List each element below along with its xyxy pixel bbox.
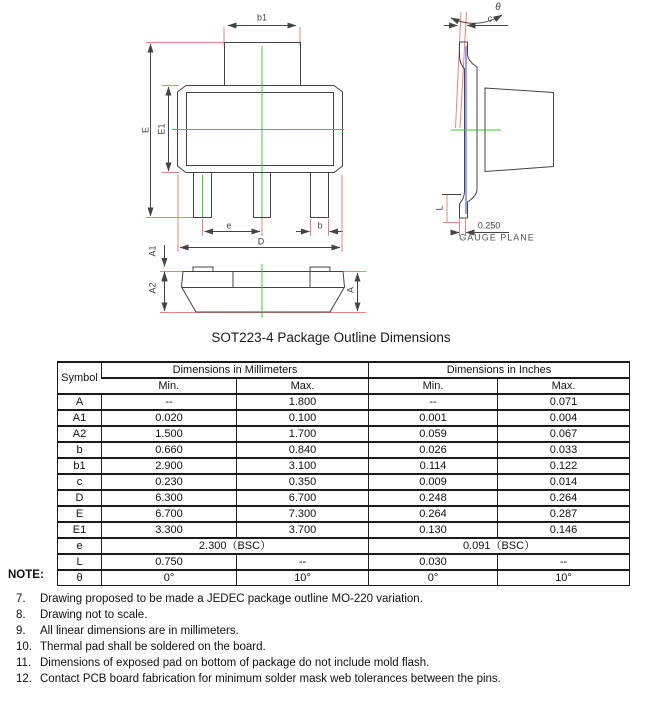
value-cell: 6.300	[102, 490, 237, 506]
note-number: 12.	[16, 673, 32, 685]
symbol-cell: b	[58, 442, 102, 458]
table-row	[58, 410, 630, 426]
dim-label-D: D	[257, 236, 265, 247]
value-cell: --	[369, 394, 498, 410]
symbol-cell: e	[58, 538, 102, 554]
value-cell: 0.122	[498, 458, 630, 474]
table-row	[58, 394, 630, 410]
value-cell: 0.750	[102, 554, 237, 570]
value-cell: 0.840	[237, 442, 369, 458]
header-in-max: Max.	[498, 378, 630, 394]
table-row	[58, 442, 630, 458]
gauge-plane-label: GAUGE PLANE	[459, 232, 535, 243]
note-number: 9.	[16, 625, 26, 637]
value-cell: 0.130	[369, 522, 498, 538]
value-cell: 7.300	[237, 506, 369, 522]
dim-label-e: e	[226, 220, 232, 231]
symbol-cell: D	[58, 490, 102, 506]
header-in-min: Min.	[369, 378, 498, 394]
dim-label-E: E	[140, 126, 151, 134]
table-row	[58, 490, 630, 506]
value-cell: 1.500	[102, 426, 237, 442]
side-profile-view	[160, 245, 366, 318]
value-cell: 0.071	[498, 394, 630, 410]
symbol-cell: L	[58, 554, 102, 570]
symbol-cell: E1	[58, 522, 102, 538]
value-cell: 0.009	[369, 474, 498, 490]
table-row	[58, 458, 630, 474]
value-cell: 0.020	[102, 410, 237, 426]
value-cell: 0.287	[498, 506, 630, 522]
value-cell: 0.146	[498, 522, 630, 538]
value-cell: 0°	[102, 570, 237, 586]
value-cell: 0.350	[237, 474, 369, 490]
table-row	[58, 522, 630, 538]
dim-label-b1: b1	[256, 12, 268, 23]
symbol-cell: θ	[58, 570, 102, 586]
note-item	[0, 671, 669, 687]
table-row	[58, 538, 630, 554]
value-cell: --	[498, 554, 630, 570]
value-cell: 1.800	[237, 394, 369, 410]
symbol-cell: A	[58, 394, 102, 410]
notes-heading: NOTE:	[8, 569, 44, 581]
note-item	[0, 591, 669, 607]
page-title: SOT223-4 Package Outline Dimensions	[211, 330, 451, 345]
symbol-cell: c	[58, 474, 102, 490]
notes-section	[0, 568, 669, 687]
note-text: Thermal pad shall be soldered on the board.	[40, 641, 266, 653]
value-cell: 0.091（BSC）	[369, 538, 630, 554]
note-number: 11.	[16, 657, 32, 669]
value-cell: 10°	[237, 570, 369, 586]
value-cell: 0.264	[498, 490, 630, 506]
value-cell: 0.014	[498, 474, 630, 490]
dim-label-theta: θ	[495, 2, 501, 13]
value-cell: 2.300（BSC）	[102, 538, 369, 554]
value-cell: 0.059	[369, 426, 498, 442]
value-cell: 0.230	[102, 474, 237, 490]
table-row	[58, 474, 630, 490]
value-cell: 0.033	[498, 442, 630, 458]
symbol-cell: b1	[58, 458, 102, 474]
value-cell: 3.300	[102, 522, 237, 538]
note-item	[0, 655, 669, 671]
table-header-row	[58, 362, 630, 378]
value-cell: 0.100	[237, 410, 369, 426]
package-drawings	[0, 0, 669, 326]
value-cell: 1.700	[237, 426, 369, 442]
dim-label-A2: A2	[147, 282, 158, 294]
table-row	[58, 506, 630, 522]
note-number: 7.	[16, 593, 26, 605]
header-mm-min: Min.	[102, 378, 237, 394]
dim-label-A: A	[345, 286, 356, 294]
value-cell: 0.026	[369, 442, 498, 458]
gauge-offset-value: 0.250	[477, 220, 501, 231]
note-number: 8.	[16, 609, 26, 621]
note-text: Drawing not to scale.	[40, 609, 148, 621]
value-cell: --	[102, 394, 237, 410]
dim-label-c: c	[487, 13, 493, 24]
symbol-cell: A2	[58, 426, 102, 442]
value-cell: 3.100	[237, 458, 369, 474]
header-mm-max: Max.	[237, 378, 369, 394]
lead-view	[442, 12, 554, 236]
value-cell: 0.660	[102, 442, 237, 458]
header-inch: Dimensions in Inches	[369, 362, 630, 378]
note-text: Contact PCB board fabrication for minimum solder mask web tolerances between the pins.	[40, 673, 501, 685]
value-cell: 0.004	[498, 410, 630, 426]
value-cell: 0.264	[369, 506, 498, 522]
dim-label-A1: A1	[147, 245, 158, 257]
symbol-cell: E	[58, 506, 102, 522]
value-cell: 0.001	[369, 410, 498, 426]
table-subheader-row	[58, 378, 630, 394]
value-cell: 2.900	[102, 458, 237, 474]
note-text: All linear dimensions are in millimeters.	[40, 625, 239, 637]
value-cell: 10°	[498, 570, 630, 586]
dimensions-table	[57, 361, 630, 586]
symbol-cell: A1	[58, 410, 102, 426]
note-text: Drawing proposed to be made a JEDEC package outline MO-220 variation.	[40, 593, 423, 605]
table-row	[58, 426, 630, 442]
value-cell: 6.700	[237, 490, 369, 506]
dim-label-b: b	[317, 220, 323, 231]
header-symbol: Symbol	[58, 362, 102, 394]
value-cell: --	[237, 554, 369, 570]
header-mm: Dimensions in Millimeters	[102, 362, 369, 378]
value-cell: 3.700	[237, 522, 369, 538]
note-item	[0, 623, 669, 639]
dim-label-L: L	[434, 205, 445, 211]
value-cell: 6.700	[102, 506, 237, 522]
dim-label-E1: E1	[156, 123, 167, 135]
value-cell: 0.030	[369, 554, 498, 570]
note-text: Dimensions of exposed pad on bottom of package do not include mold flash.	[40, 657, 430, 669]
value-cell: 0.067	[498, 426, 630, 442]
note-item	[0, 607, 669, 623]
note-number: 10.	[16, 641, 32, 653]
value-cell: 0.248	[369, 490, 498, 506]
note-item	[0, 639, 669, 655]
front-view	[146, 26, 344, 253]
value-cell: 0.114	[369, 458, 498, 474]
value-cell: 0°	[369, 570, 498, 586]
